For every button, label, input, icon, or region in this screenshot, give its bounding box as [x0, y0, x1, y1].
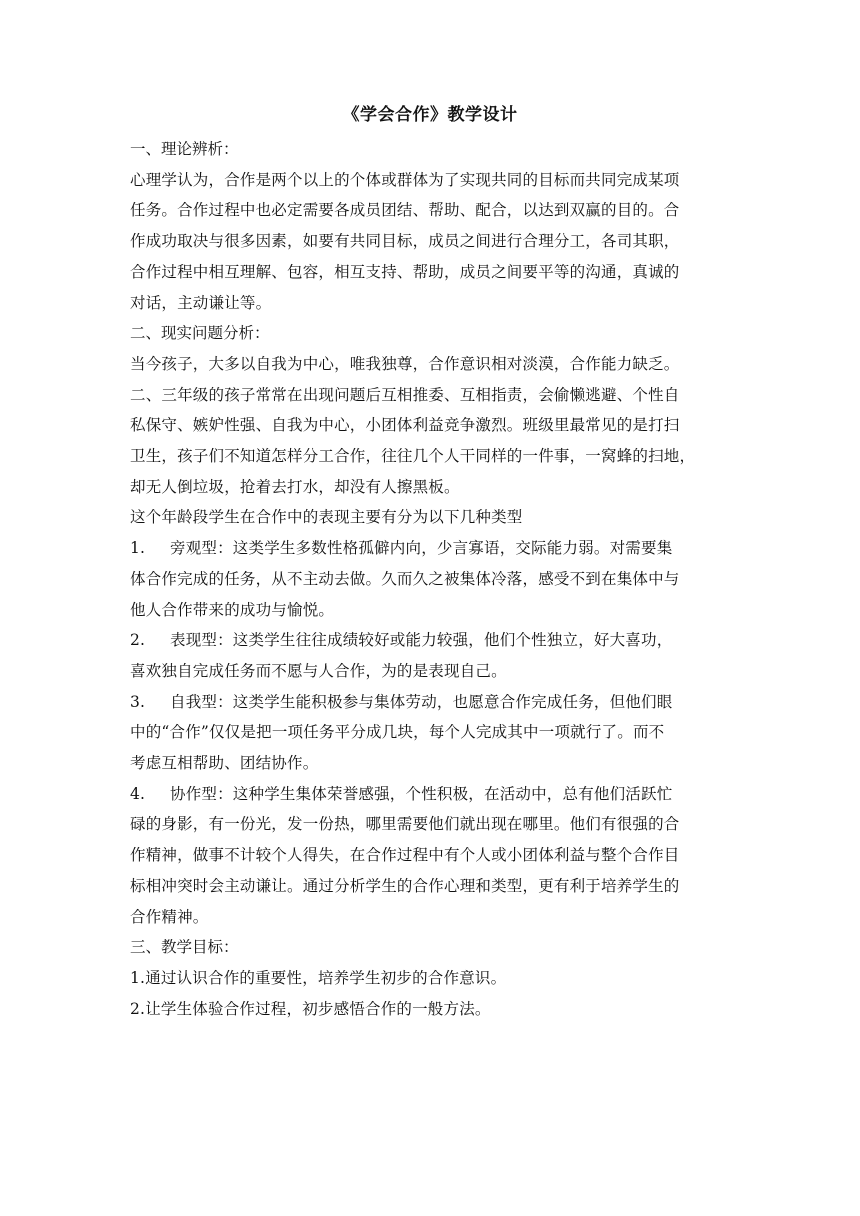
paragraph-line: 合作过程中相互理解、包容，相互支持、帮助，成员之间要平等的沟通，真诚的 [130, 262, 680, 281]
document-page [130, 100, 730, 1024]
paragraph-line: 私保守、嫉妒性强、自我为中心，小团体利益竞争激烈。班级里最常见的是打扫 [130, 416, 680, 435]
list-item-text: 自我型：这类学生能积极参与集体劳动，也愿意合作完成任务，但他们眼 [170, 692, 673, 711]
paragraph-line: 体合作完成的任务，从不主动去做。久而久之被集体冷落，感受不到在集体中与 [130, 569, 680, 588]
paragraph-line: 卫生，孩子们不知道怎样分工合作，往往几个人干同样的一件事，一窝蜂的扫地， [130, 447, 696, 466]
paragraph-line: 作成功取决与很多因素，如要有共同目标，成员之间进行合理分工，各司其职， [130, 232, 680, 251]
paragraph-line: 却无人倒垃圾，抢着去打水，却没有人擦黑板。 [130, 477, 460, 496]
paragraph-line: 心理学认为，合作是两个以上的个体或群体为了实现共同的目标而共同完成某项 [130, 170, 680, 189]
section-heading-theory: 一、理论辨析： [130, 140, 239, 158]
section-heading-analysis: 二、现实问题分析： [130, 324, 270, 343]
paragraph-line: 作精神，做事不计较个人得失，在合作过程中有个人或小团体利益与整个合作目 [130, 846, 680, 865]
paragraph-line: 考虑互相帮助、团结协作。 [130, 754, 319, 773]
paragraph-line: 中的“合作”仅仅是把一项任务平分成几块，每个人完成其中一项就行了。而不 [130, 723, 665, 742]
list-item-text: 协作型：这种学生集体荣誉感强，个性积极，在活动中，总有他们活跃忙 [170, 784, 673, 803]
goal-item: 2.让学生体验合作过程，初步感悟合作的一般方法。 [130, 999, 491, 1018]
list-number: 2. [130, 631, 146, 650]
list-item-text: 旁观型：这类学生多数性格孤僻内向，少言寡语，交际能力弱。对需要集 [170, 539, 673, 558]
list-item-self-centered [130, 687, 730, 718]
list-number: 1. [130, 539, 146, 558]
list-item-text: 表现型：这类学生往往成绩较好或能力较强，他们个性独立，好大喜功， [170, 631, 673, 650]
paragraph-line: 二、三年级的孩子常常在出现问题后互相推委、互相指责，会偷懒逃避、个性自 [130, 385, 680, 404]
paragraph-line: 合作精神。 [130, 907, 209, 926]
paragraph-line: 对话，主动谦让等。 [130, 293, 272, 312]
document-title: 《学会合作》教学设计 [342, 105, 518, 125]
list-item-bystander [130, 533, 730, 564]
paragraph-line: 这个年龄段学生在合作中的表现主要有分为以下几种类型 [130, 508, 523, 527]
paragraph-line: 喜欢独自完成任务而不愿与人合作，为的是表现自己。 [130, 661, 507, 680]
list-number: 4. [130, 784, 146, 803]
paragraph-line: 碌的身影，有一份光，发一份热，哪里需要他们就出现在哪里。他们有很强的合 [130, 815, 680, 834]
paragraph-line: 当今孩子，大多以自我为中心，唯我独尊，合作意识相对淡漠，合作能力缺乏。 [130, 354, 680, 373]
paragraph-line: 标相冲突时会主动谦让。通过分析学生的合作心理和类型，更有利于培养学生的 [130, 876, 680, 895]
paragraph-line: 他人合作带来的成功与愉悦。 [130, 600, 335, 619]
list-number: 3. [130, 692, 146, 711]
section-heading-goals: 三、教学目标： [130, 938, 239, 957]
list-item-cooperative [130, 779, 730, 810]
paragraph-line: 任务。合作过程中也必定需要各成员团结、帮助、配合，以达到双赢的目的。合 [130, 201, 680, 220]
list-item-performer [130, 625, 730, 656]
goal-item: 1.通过认识合作的重要性，培养学生初步的合作意识。 [130, 968, 507, 987]
